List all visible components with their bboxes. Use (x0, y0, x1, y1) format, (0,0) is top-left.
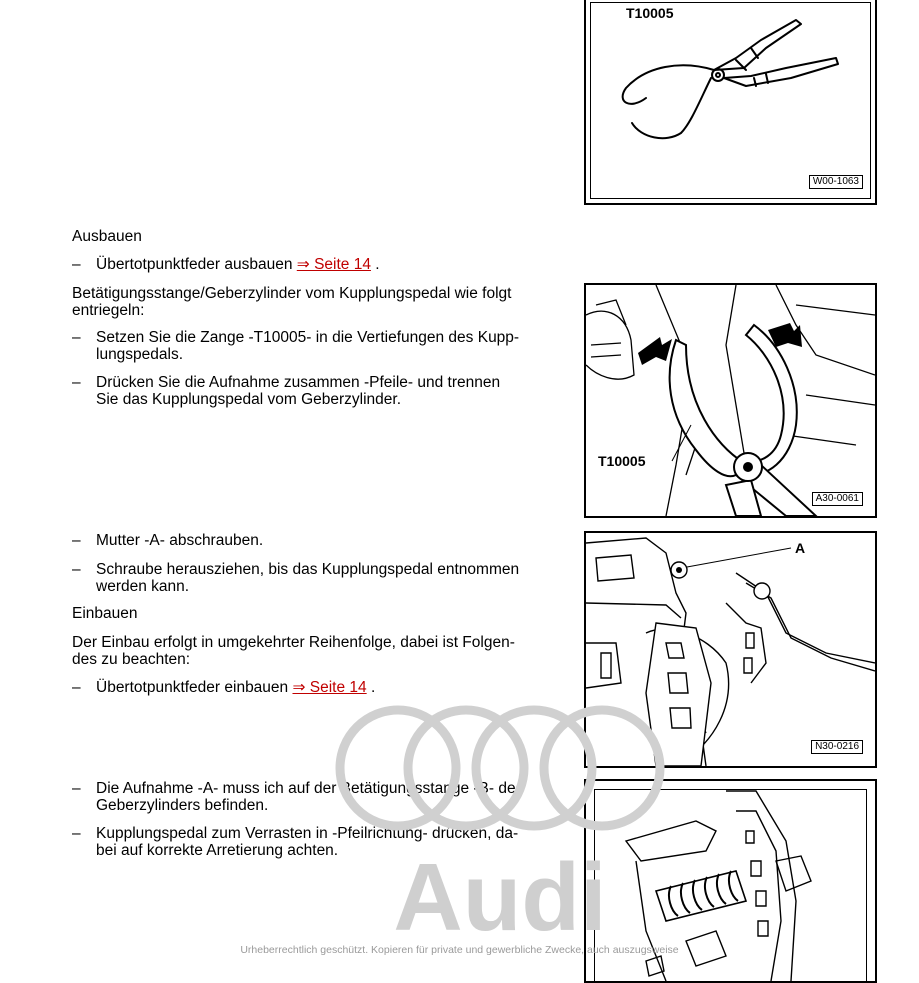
list-dash: – (72, 256, 81, 273)
step-engage (96, 825, 518, 859)
figure-pliers-on-pedal (584, 283, 877, 518)
paragraph-install (72, 634, 515, 668)
page-link-seite-14[interactable]: ⇒ Seite 14 (292, 679, 367, 696)
step-pliers (96, 329, 519, 363)
step-line: Geberzylinders befinden. (96, 797, 269, 814)
paragraph-line: Betätigungsstange/Geberzylinder vom Kupplungspedal wie folgt (72, 285, 512, 302)
section-heading-install: Einbauen (72, 605, 138, 622)
step-line: bei auf korrekte Arretierung achten. (96, 842, 339, 859)
step-line: lungspedals. (96, 346, 184, 363)
step-line: Schraube herausziehen, bis das Kupplungspedal entnommen (96, 561, 520, 578)
step-line: Sie das Kupplungspedal vom Geberzylinder. (96, 391, 402, 408)
page-link-seite-14[interactable]: ⇒ Seite 14 (296, 256, 371, 273)
pedal-pliers-drawing (586, 285, 875, 516)
section-heading-remove: Ausbauen (72, 228, 142, 245)
paragraph-unlock (72, 285, 511, 319)
watermark-brand: Audi (393, 844, 607, 950)
pedal-nut-drawing (586, 533, 875, 766)
list-dash: – (72, 825, 81, 842)
step-remove-spring (96, 256, 380, 273)
paragraph-line: Der Einbau erfolgt in umgekehrter Reihenfolge, dabei ist Folgen- (72, 634, 515, 651)
paragraph-line: des zu beachten: (72, 651, 191, 668)
figure-id: A30-0061 (812, 492, 863, 506)
figure-pliers-tool (584, 0, 877, 205)
figure-pedal-nut (584, 531, 877, 768)
step-text: Übertotpunktfeder ausbauen (96, 256, 297, 273)
list-dash: – (72, 374, 81, 391)
step-press (96, 374, 500, 408)
list-dash: – (72, 329, 81, 346)
figure-tool-label: T10005 (598, 453, 646, 469)
step-text: Übertotpunktfeder einbauen (96, 679, 293, 696)
step-install-spring (96, 679, 375, 696)
step-suffix: . (370, 256, 380, 273)
figure-id: W00-1063 (809, 175, 863, 189)
list-dash: – (72, 532, 81, 549)
step-nut: Mutter -A- abschrauben. (96, 532, 264, 549)
figure-tool-label: T10005 (626, 5, 674, 21)
step-line: Setzen Sie die Zange -T10005- in die Vertiefungen des Kupp- (96, 329, 520, 346)
step-suffix: . (366, 679, 376, 696)
step-bolt (96, 561, 519, 595)
list-dash: – (72, 780, 81, 797)
list-dash: – (72, 561, 81, 578)
paragraph-line: entriegeln: (72, 302, 145, 319)
figure-id: N30-0216 (811, 740, 863, 754)
step-line: Die Aufnahme -A- muss ich auf der Betätigungsstange -B- des (96, 780, 524, 797)
copyright-notice: Urheberrechtlich geschützt. Kopieren für private und gewerbliche Zwecke, auch auszugsweise (240, 944, 679, 956)
step-line: Kupplungspedal zum Verrasten in -Pfeilrichtung- drücken, da- (96, 825, 519, 842)
pliers-drawing (586, 0, 875, 203)
callout-label-a: A (795, 540, 806, 556)
step-line: werden kann. (96, 578, 190, 595)
step-receptacle (96, 780, 523, 814)
list-dash: – (72, 679, 81, 696)
step-line: Drücken Sie die Aufnahme zusammen -Pfeile- und trennen (96, 374, 501, 391)
